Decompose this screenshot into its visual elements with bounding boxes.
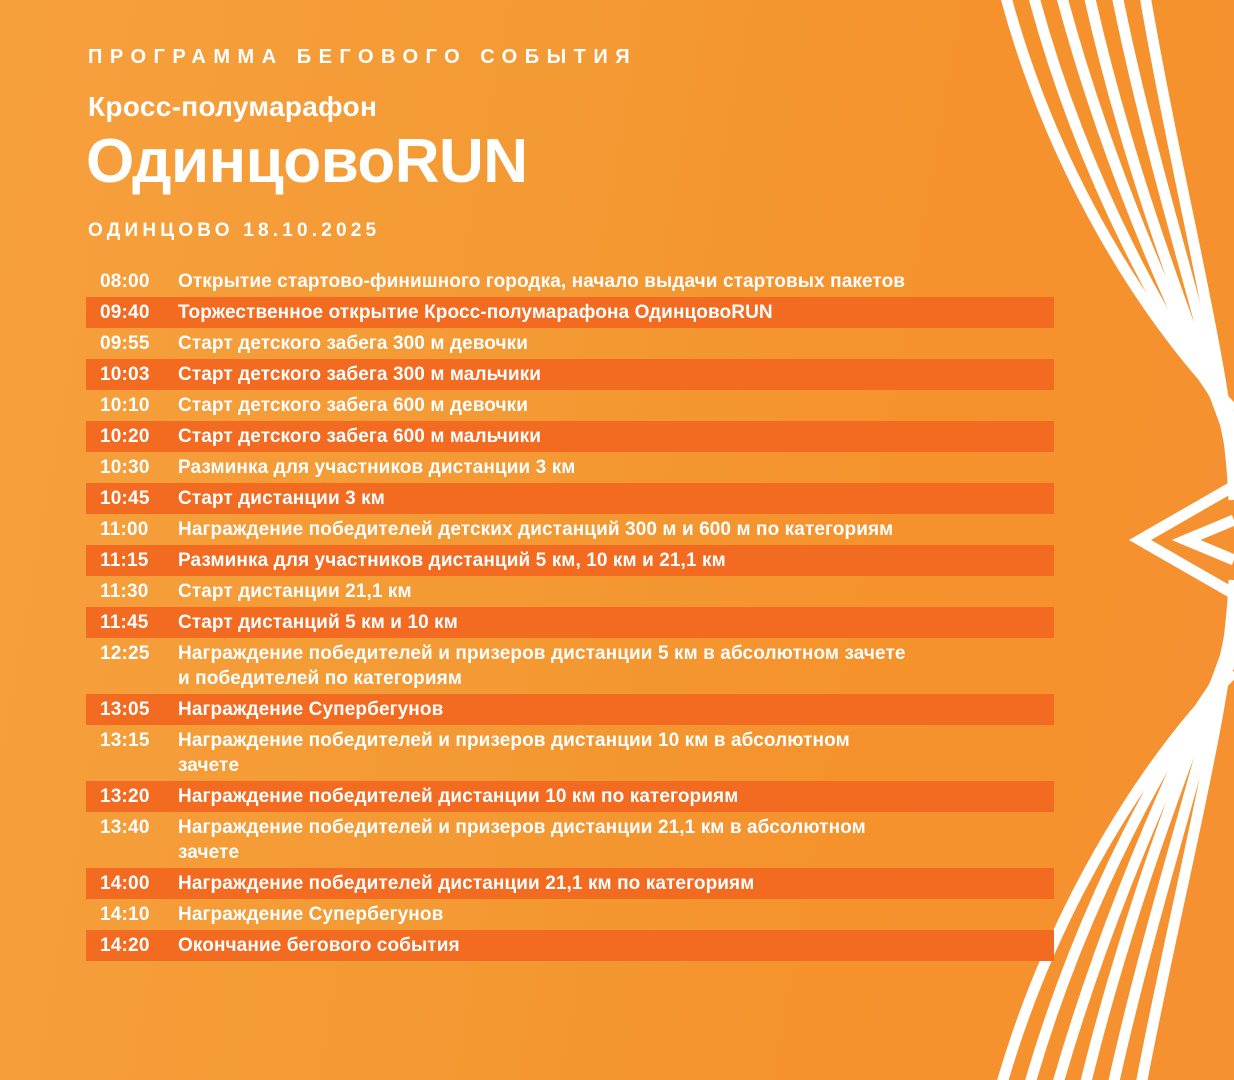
page-title: ОдинцовоRUN (86, 127, 528, 196)
schedule-time: 11:00 (100, 519, 149, 541)
schedule-time: 09:40 (100, 302, 150, 324)
schedule-row (86, 781, 1054, 812)
schedule-row (86, 421, 1054, 452)
schedule-description: Награждение победителей дистанции 10 км по категориям (178, 786, 739, 808)
schedule-row (86, 328, 1054, 359)
place-and-date: ОДИНЦОВО 18.10.2025 (88, 220, 381, 242)
schedule-row (86, 607, 1054, 638)
schedule-row (86, 297, 1054, 328)
schedule-description: Награждение Супербегунов (178, 699, 444, 721)
schedule-time: 11:30 (100, 581, 149, 603)
schedule-row (86, 452, 1054, 483)
poster-kicker: ПРОГРАММА БЕГОВОГО СОБЫТИЯ (88, 46, 638, 68)
schedule-description: Старт детского забега 600 м мальчики (178, 426, 542, 448)
schedule-time: 10:10 (100, 395, 150, 417)
schedule-time: 13:15 (100, 730, 150, 752)
schedule-time: 13:05 (100, 699, 150, 721)
schedule-time: 14:00 (100, 873, 150, 895)
schedule-row (86, 514, 1054, 545)
schedule-description: Старт детского забега 300 м девочки (178, 333, 528, 355)
schedule-row (86, 694, 1054, 725)
schedule-row (86, 930, 1054, 961)
schedule-description: Награждение победителей и призеров дистанции 5 км в абсолютном зачете и победителей по категориям (178, 643, 906, 690)
schedule-row (86, 390, 1054, 421)
schedule-description: Старт дистанции 21,1 км (178, 581, 412, 603)
schedule-time: 09:55 (100, 333, 150, 355)
schedule-row (86, 266, 1054, 297)
schedule-row (86, 868, 1054, 899)
schedule-row (86, 725, 1054, 781)
schedule-time: 13:40 (100, 817, 150, 839)
schedule-row (86, 638, 1054, 694)
schedule-description: Награждение победителей дистанции 21,1 км по категориям (178, 873, 755, 895)
schedule-time: 10:30 (100, 457, 150, 479)
schedule-description: Разминка для участников дистанций 5 км, 10 км и 21,1 км (178, 550, 726, 572)
schedule-description: Окончание бегового события (178, 935, 460, 957)
schedule-time: 13:20 (100, 786, 150, 808)
schedule-description: Открытие стартово-финишного городка, начало выдачи стартовых пакетов (178, 271, 906, 293)
schedule-description: Награждение победителей и призеров дистанции 10 км в абсолютном зачете (178, 730, 850, 777)
schedule-row (86, 899, 1054, 930)
schedule-description: Разминка для участников дистанции 3 км (178, 457, 576, 479)
schedule-time: 11:45 (100, 612, 149, 634)
schedule-time: 14:20 (100, 935, 150, 957)
schedule-row (86, 483, 1054, 514)
schedule-row (86, 545, 1054, 576)
schedule-description: Награждение победителей детских дистанций 300 м и 600 м по категориям (178, 519, 894, 541)
schedule-time: 11:15 (100, 550, 149, 572)
schedule-row (86, 812, 1054, 868)
schedule-description: Награждение Супербегунов (178, 904, 444, 926)
schedule-row (86, 359, 1054, 390)
schedule-time: 10:45 (100, 488, 150, 510)
poster-subtitle: Кросс-полумарафон (88, 91, 378, 122)
schedule-list (86, 266, 1054, 961)
schedule-description: Старт дистанции 3 км (178, 488, 385, 510)
schedule-time: 14:10 (100, 904, 150, 926)
schedule-description: Старт детского забега 300 м мальчики (178, 364, 542, 386)
schedule-time: 12:25 (100, 643, 150, 665)
schedule-description: Торжественное открытие Кросс-полумарафона ОдинцовоRUN (178, 302, 773, 324)
schedule-time: 10:20 (100, 426, 150, 448)
schedule-description: Награждение победителей и призеров дистанции 21,1 км в абсолютном зачете (178, 817, 866, 864)
schedule-description: Старт дистанций 5 км и 10 км (178, 612, 458, 634)
schedule-time: 10:03 (100, 364, 150, 386)
schedule-time: 08:00 (100, 271, 150, 293)
schedule-row (86, 576, 1054, 607)
schedule-description: Старт детского забега 600 м девочки (178, 395, 528, 417)
